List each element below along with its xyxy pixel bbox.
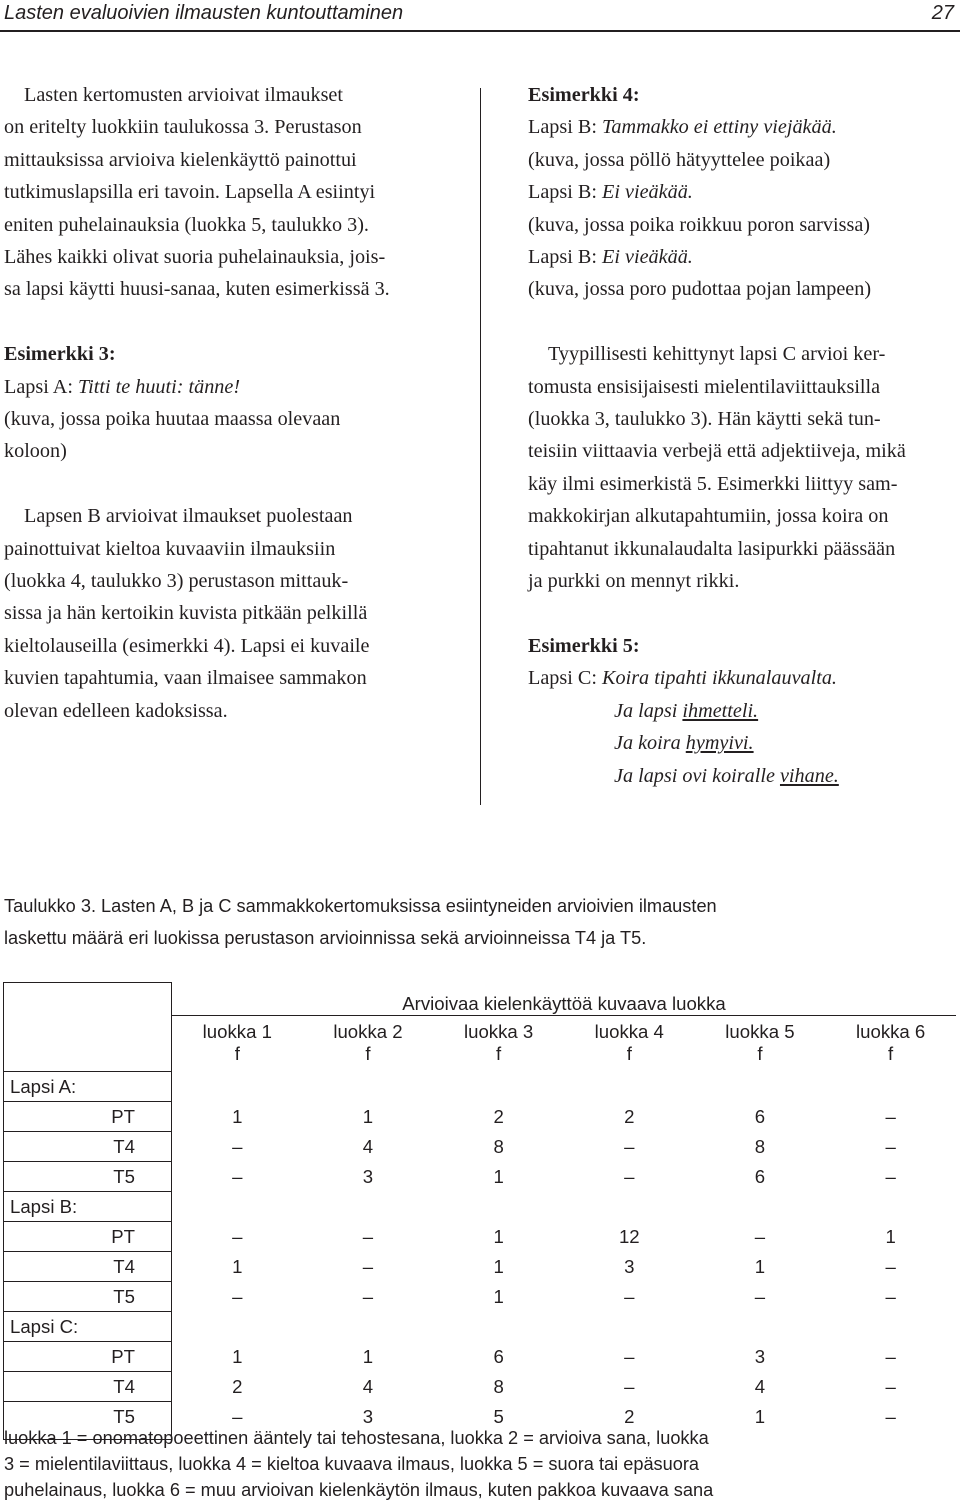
left-column (4, 79, 432, 727)
table-group-row (4, 1312, 957, 1342)
spacer (4, 306, 432, 338)
row-label: T5 (4, 1402, 172, 1440)
table-cell: – (885, 1375, 896, 1397)
example-4-utterance-line (528, 111, 956, 143)
row-label: PT (4, 1102, 172, 1132)
column-header: luokka 5 (725, 1020, 795, 1042)
table-cell: 1 (493, 1165, 504, 1187)
row-label: T4 (4, 1372, 172, 1402)
utterance: Ei vieäkää. (602, 246, 693, 269)
paragraph-3 (528, 338, 956, 597)
text-line: mittauksissa arvioiva kielenkäyttö painottui (4, 148, 357, 171)
text-line: käy ilmi esimerkistä 5. Esimerkki liittyy sam- (528, 472, 898, 495)
table-row (4, 1372, 957, 1402)
text-line: tipahtanut ikkunalaudalta lasipurkki päässään (528, 537, 896, 560)
example-3 (4, 338, 432, 468)
speaker-label: Lapsi B: (528, 116, 603, 139)
utterance: Titti te huuti: tänne! (78, 375, 241, 398)
underlined-word: vihane. (779, 764, 839, 787)
table-cell: 1 (362, 1345, 374, 1367)
table-cell: – (885, 1405, 896, 1427)
utterance-part: Ja lapsi (614, 699, 683, 722)
table-cell: – (754, 1285, 766, 1307)
table-cell: 4 (362, 1135, 374, 1157)
group-row-fill (171, 1312, 956, 1342)
text-line: teisiin viittaavia verbejä että adjektiiveja, mikä (528, 440, 906, 463)
table-cell: – (624, 1345, 635, 1367)
column-subheader: f (234, 1042, 240, 1064)
column-subheader: f (757, 1042, 763, 1064)
speaker-label: Lapsi B: (528, 246, 603, 269)
row-label: T5 (4, 1162, 172, 1192)
caption-line: laskettu määrä eri luokissa perustason arvioinnissa sekä arvioinneissa T4 ja T5. (4, 928, 647, 948)
table-row (4, 1282, 957, 1312)
column-subheader: f (496, 1042, 502, 1064)
text-line: sissa ja hän kertoikin kuvista pitkään pelkillä (4, 602, 368, 625)
table-cell: – (624, 1285, 635, 1307)
table-cell: – (362, 1285, 374, 1307)
column-header: luokka 4 (594, 1020, 664, 1042)
text-line: kieltolauseilla (esimerkki 4). Lapsi ei kuvaile (4, 634, 370, 657)
table-cell: 1 (493, 1225, 504, 1247)
table-cell: – (885, 1255, 896, 1277)
table-row (4, 1102, 957, 1132)
table-cell: 3 (362, 1165, 374, 1187)
running-head (0, 0, 960, 30)
table-cell: 6 (754, 1105, 766, 1127)
column-header: luokka 3 (463, 1020, 534, 1042)
table-cell: – (624, 1165, 635, 1187)
table-cell: – (232, 1225, 243, 1247)
speaker-label: Lapsi C: (528, 667, 603, 690)
table-cell: – (232, 1405, 243, 1427)
text-line: ja purkki on mennyt rikki. (528, 570, 740, 593)
example-4-heading: Esimerkki 4: (528, 84, 640, 106)
spacer (528, 306, 956, 338)
table-cell: 3 (624, 1255, 635, 1277)
table-corner (4, 983, 172, 1072)
column-header: luokka 2 (333, 1020, 403, 1042)
table-cell: 2 (624, 1105, 635, 1127)
table-cell: 6 (493, 1345, 504, 1367)
column-header: luokka 6 (856, 1020, 926, 1042)
table-cell: 8 (754, 1135, 766, 1157)
utterance: Tammakko ei ettiny viejäkää. (602, 116, 837, 139)
text-line: sa lapsi käytti huusi-sanaa, kuten esimerkissä 3. (4, 278, 390, 301)
table-cell: – (885, 1285, 896, 1307)
text-line: Lasten kertomusten arvioivat ilmaukset (24, 84, 343, 106)
column-subheader: f (365, 1042, 371, 1064)
table-cell: 1 (754, 1255, 766, 1277)
table-cell: 2 (232, 1375, 243, 1397)
row-label: T4 (4, 1132, 172, 1162)
example-note: (kuva, jossa poro pudottaa pojan lampeen) (528, 278, 872, 301)
group-row-fill (171, 1072, 956, 1102)
row-label: PT (4, 1342, 172, 1372)
table-cell: – (362, 1225, 374, 1247)
utterance: Ei vieäkää. (602, 181, 693, 204)
paragraph-2 (4, 500, 432, 727)
page-number: 27 (931, 2, 954, 24)
example-note: (kuva, jossa poika roikkuu poron sarvissa) (528, 213, 871, 236)
table-cell: – (624, 1375, 635, 1397)
table-row (4, 1132, 957, 1162)
table-cell: 8 (493, 1135, 504, 1157)
table-cell: 8 (493, 1375, 504, 1397)
text-line: on eritelty luokkiin taulukossa 3. Perustason (4, 116, 362, 139)
text-line: olevan edelleen kadoksissa. (4, 699, 228, 722)
underlined-word: hymyivi. (685, 732, 754, 755)
data-table (3, 982, 956, 1440)
example-4-utterance-line (528, 241, 956, 273)
utterance-part: Ja koira (614, 732, 686, 755)
paragraph-1 (4, 79, 432, 306)
example-4-utterance-line (528, 176, 956, 208)
table-row (4, 1222, 957, 1252)
table-row (4, 1342, 957, 1372)
table-cell: 1 (362, 1105, 374, 1127)
table-caption (4, 890, 954, 954)
table-cell: 1 (232, 1255, 243, 1277)
speaker-label: Lapsi A: (4, 375, 79, 398)
example-note: koloon) (4, 440, 67, 463)
example-5-utterance-line (528, 727, 956, 759)
table-cell: – (885, 1165, 896, 1187)
table-cell: 1 (754, 1405, 766, 1427)
running-head-title: Lasten evaluoivien ilmausten kuntouttaminen (4, 2, 404, 24)
table-cell: 1 (493, 1255, 504, 1277)
speaker-label: Lapsi B: (528, 181, 603, 204)
group-label: Lapsi C: (4, 1312, 172, 1342)
example-5-utterance-line (528, 662, 956, 694)
table-group-row (4, 1192, 957, 1222)
group-row-fill (171, 1192, 956, 1222)
example-3-utterance-line (4, 371, 432, 403)
spacer (4, 468, 432, 500)
example-4 (528, 79, 956, 306)
column-header: luokka 1 (202, 1020, 272, 1042)
text-line: (luokka 4, taulukko 3) perustason mittauk- (4, 570, 349, 593)
text-line: painottuivat kieltoa kuvaaviin ilmauksiin (4, 537, 336, 560)
group-label: Lapsi B: (4, 1192, 172, 1222)
table-group-header: Arvioivaa kielenkäyttöä kuvaava luokka (171, 983, 956, 1016)
table-row (4, 1162, 957, 1192)
utterance: Koira tipahti ikkunalauvalta. (602, 667, 837, 690)
table-cell: 3 (754, 1345, 766, 1367)
legend-line: puhelainaus, luokka 6 = muu arvioivan kielenkäytön ilmaus, kuten pakkoa kuvaava sana (4, 1480, 714, 1500)
row-label: T4 (4, 1252, 172, 1282)
example-note: (kuva, jossa pöllö hätyyttelee poikaa) (528, 148, 831, 171)
table-cell: 12 (618, 1225, 640, 1247)
text-line: tomusta ensisijaisesti mielentilaviittauksilla (528, 375, 881, 398)
example-note: (kuva, jossa poika huutaa maassa olevaan (4, 408, 341, 431)
group-label: Lapsi A: (4, 1072, 172, 1102)
row-label: T5 (4, 1282, 172, 1312)
column-subheader: f (888, 1042, 894, 1064)
table-row (4, 1252, 957, 1282)
column-subheader: f (626, 1042, 632, 1064)
table-cell: – (624, 1135, 635, 1157)
underlined-word: ihmetteli. (682, 699, 759, 722)
legend-line: luokka 1 = onomatopoeettinen ääntely tai tehostesana, luokka 2 = arvioiva sana, luokka (4, 1428, 709, 1448)
text-line: eniten puhelainauksia (luokka 5, taulukko 3). (4, 213, 369, 236)
utterance-part: Ja lapsi ovi koiralle (614, 764, 780, 787)
spacer (528, 597, 956, 629)
header-rule (0, 30, 960, 32)
table-cell: – (232, 1285, 243, 1307)
table-cell: – (232, 1135, 243, 1157)
table-cell: 2 (493, 1105, 504, 1127)
legend-line: 3 = mielentilaviittaus, luokka 4 = kieltoa kuvaava ilmaus, luokka 5 = suora tai epäsuora (4, 1454, 700, 1474)
table-cell: – (754, 1225, 766, 1247)
row-label: PT (4, 1222, 172, 1252)
table-cell: – (362, 1255, 374, 1277)
table-cell: – (885, 1345, 896, 1367)
table-cell: – (232, 1165, 243, 1187)
table-legend (4, 1425, 954, 1503)
table-cell: – (885, 1105, 896, 1127)
text-line: Lähes kaikki olivat suoria puhelainauksia, jois- (4, 246, 386, 269)
caption-line: Taulukko 3. Lasten A, B ja C sammakkokertomuksissa esiintyneiden arvioivien ilmausten (4, 896, 717, 916)
table-group-row (4, 1072, 957, 1102)
example-5-heading: Esimerkki 5: (528, 634, 640, 657)
table-cell: 1 (885, 1225, 896, 1247)
table-cell: 1 (232, 1345, 243, 1367)
table-cell: 4 (362, 1375, 374, 1397)
table-cell: 6 (754, 1165, 766, 1187)
table-cell: – (885, 1135, 896, 1157)
column-divider (480, 88, 481, 805)
table-cell: 1 (493, 1285, 504, 1307)
example-5 (528, 630, 956, 792)
right-column (528, 79, 956, 792)
text-line: Tyypillisesti kehittynyt lapsi C arvioi ker- (548, 343, 886, 366)
table-cell: 4 (754, 1375, 766, 1397)
table-cell: 1 (232, 1105, 243, 1127)
text-line: makkokirjan alkutapahtumiin, jossa koira on (528, 505, 889, 528)
table-cell: 2 (624, 1405, 635, 1427)
example-5-utterance-line (528, 695, 956, 727)
text-line: tutkimuslapsilla eri tavoin. Lapsella A esiintyi (4, 181, 376, 204)
text-line: kuvien tapahtumia, vaan ilmaisee sammakon (4, 667, 367, 690)
text-line: Lapsen B arvioivat ilmaukset puolestaan (24, 505, 353, 528)
example-5-utterance-line (528, 760, 956, 792)
text-line: (luokka 3, taulukko 3). Hän käytti sekä tun- (528, 408, 881, 431)
table-cell: 5 (493, 1405, 504, 1427)
example-3-heading: Esimerkki 3: (4, 343, 116, 366)
table-cell: 3 (362, 1405, 374, 1427)
